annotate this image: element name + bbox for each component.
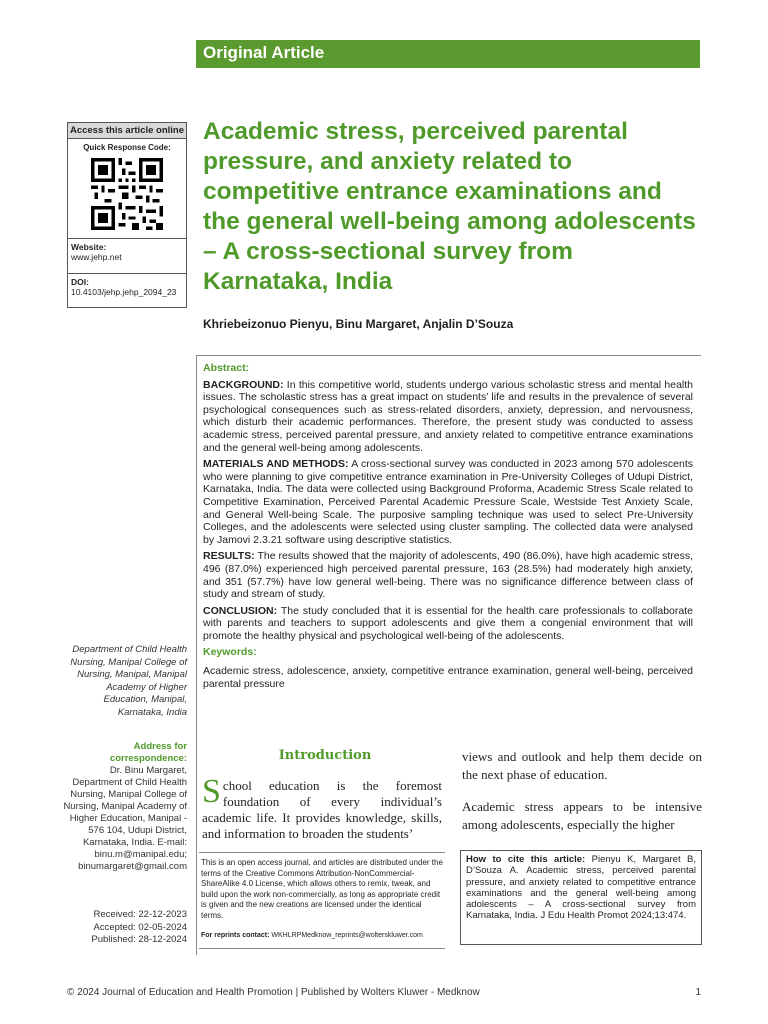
abstract-conclusion [203, 605, 693, 643]
article-type-banner: Original Article [196, 40, 700, 68]
keywords-text: Academic stress, adolescence, anxiety, competitive entrance examination, general well-being, perceived parental pressure [203, 665, 693, 690]
correspondence-block [60, 741, 187, 873]
column-divider [196, 355, 197, 955]
doi-section [68, 273, 186, 300]
reprints-label: For reprints contact: [201, 932, 270, 939]
cite-label: How to cite this article: [466, 854, 586, 865]
article-title: Academic stress, perceived parental pressure, and anxiety related to competitive entrance examinations and the general well-being among adolescents – A cross-sectional survey from Karnataka, India [203, 118, 696, 295]
qr-code-icon[interactable] [91, 158, 163, 230]
intro-text: chool education is the foremost foundation of every individual’s academic life. It provides knowledge, skills, and information to broaden the students’ [202, 778, 442, 841]
intro-second-paragraph: Academic stress appears to be intensive among adolescents, especially the higher [462, 799, 702, 832]
website-link[interactable]: www.jehp.net [71, 252, 122, 262]
results-text: The results showed that the majority of adolescents, 490 (86.0%), have high academic stress, 496 (87.0%) experienced high perceived parental pressure, 163 (28.5%) had moderately high anxiety, and 351 (57.7%) have low general well-being. There was no significance difference between class of study and stream of study. [203, 550, 693, 601]
published-date: Published: 28-12-2024 [91, 934, 187, 945]
right-column-text [462, 748, 702, 848]
correspondence-heading: Address for correspondence: [109, 741, 187, 764]
conclusion-text: The study concluded that it is essential for the health care professionals to collaborate with parents and teachers to support adolescents and give them a congenial environment that will promote the healthy physical and psychological well-being of the adolescents. [203, 604, 693, 642]
doi-link[interactable]: 10.4103/jehp.jehp_2094_23 [71, 287, 177, 297]
abstract-top-rule [196, 355, 701, 356]
article-dates [60, 909, 187, 947]
access-article-box [67, 122, 187, 308]
received-date: Received: 22-12-2023 [93, 909, 187, 920]
methods-text: A cross-sectional survey was conducted in 2023 among 570 adolescents who were planning to give competitive entrance examination in Pre-University Colleges of Udupi District, Karnataka, India. The data were collected using Background Proforma, Academic Stress Scale related to Competitive Examination, Perceived Parental Academic Pressure Scale, Westside Test Anxiety Scale, and General Well-being Scale. The purposive sampling technique was used to select Pre-University Colleges, and the adolescents were selected using cluster sampling. The collected data were analysed by Jamovi 2.3.21 software using descriptive statistics. [203, 458, 693, 546]
introduction-first-paragraph [202, 773, 442, 842]
background-text: In this competitive world, students undergo various scholastic stress and mental health issues. The scholastic stress has a great impact on students’ life and results in the prevalence of several psychological consequences such as stress-related disorders, anxiety, depression, and nervousness, which disturb their academic performances. Therefore, the present study was conducted to assess academic stress, perceived parental pressure, and anxiety related to competitive entrance examinations and the general well-being among adolescents. [203, 378, 694, 454]
qr-label: Quick Response Code: [83, 143, 171, 152]
how-to-cite-box [460, 850, 702, 945]
abstract-results [203, 550, 693, 600]
reprints-line [201, 931, 443, 942]
correspondence-body: Dr. Binu Margaret, Department of Child Health Nursing, Manipal College of Nursing, Manipal Academy of Higher Education, Manipal - 576 104, Udupi District, Karnataka, India. E-mail: binu.m@manipal.edu; binumargaret@gmail.com [63, 765, 187, 872]
conclusion-label: CONCLUSION: [203, 604, 278, 617]
intro-continued: views and outlook and help them decide on the next phase of education. [462, 749, 702, 782]
abstract-section [203, 362, 693, 690]
author-list: Khriebeizonuo Pienyu, Binu Margaret, Anjalin D’Souza [203, 317, 514, 331]
license-text: This is an open access journal, and articles are distributed under the terms of the Creative Commons Attribution-NonCommercial-ShareAlike 4.0 License, which allows others to remix, tweak, and build upon the work non-commercially, as long as appropriate credit is given and the new creations are licensed under the identical terms. [201, 858, 443, 920]
abstract-background [203, 379, 693, 455]
cite-text: Pienyu K, Margaret B, D’Souza A. Academic stress, perceived parental pressure, and anxiety related to competitive entrance examinations and the general well-being among adolescents – A cross-sectional survey from Karnataka, India. J Edu Health Promot 2024;13:474. [466, 854, 696, 922]
reprints-email[interactable]: WKHLRPMedknow_reprints@wolterskluwer.com [271, 932, 423, 939]
abstract-heading: Abstract: [203, 362, 250, 374]
drop-cap: S [202, 773, 221, 810]
website-section [68, 238, 186, 265]
website-label: Website: [71, 242, 107, 252]
abstract-methods [203, 458, 693, 546]
doi-label: DOI: [71, 277, 89, 287]
methods-label: MATERIALS AND METHODS: [203, 458, 349, 471]
keywords-heading: Keywords: [203, 646, 257, 659]
page-footer [67, 987, 701, 998]
accepted-date: Accepted: 02-05-2024 [93, 921, 187, 933]
results-label: RESULTS: [203, 550, 255, 563]
background-label: BACKGROUND: [203, 378, 284, 391]
footer-copyright: © 2024 Journal of Education and Health Promotion | Published by Wolters Kluwer - Medknow [67, 987, 480, 998]
page-number: 1 [695, 987, 701, 998]
introduction-heading: Introduction [278, 748, 372, 763]
author-affiliation: Department of Child Health Nursing, Manipal College of Nursing, Manipal, Manipal Academy of Higher Education, Manipal, Karnataka, India [70, 644, 187, 718]
open-access-notice [199, 852, 445, 949]
access-heading: Access this article online [68, 123, 186, 139]
